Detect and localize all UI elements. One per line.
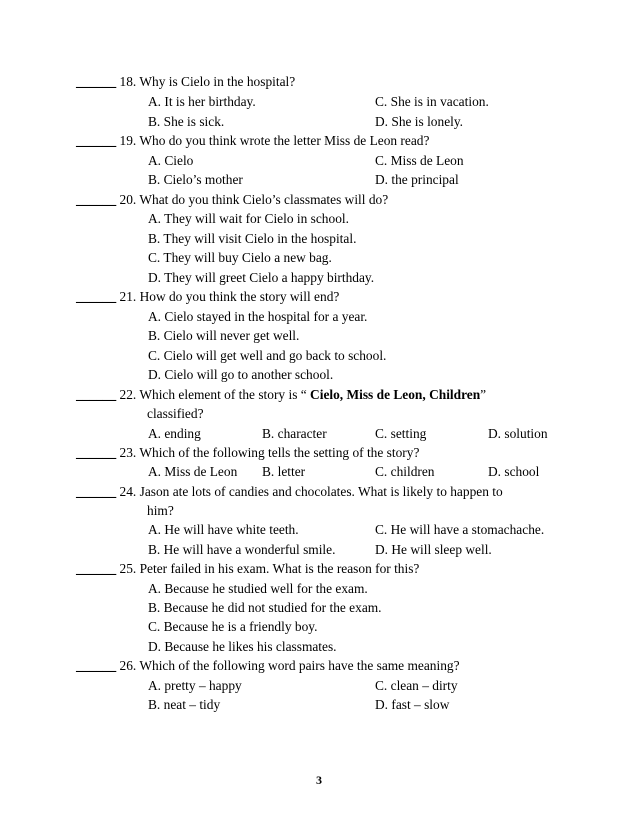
answer-blank[interactable]: ______ <box>76 74 117 89</box>
answer-blank[interactable]: ______ <box>76 484 117 499</box>
answer-blank[interactable]: ______ <box>76 289 117 304</box>
question-24 <box>76 482 503 501</box>
option-d: D. He will sleep well. <box>375 542 492 557</box>
question-text: 23. Which of the following tells the setting of the story? <box>116 445 420 460</box>
option-c: C. They will buy Cielo a new bag. <box>148 250 332 265</box>
question-text: 19. Who do you think wrote the letter Miss de Leon read? <box>116 133 430 148</box>
question-text: 21. How do you think the story will end? <box>116 289 340 304</box>
option-b: B. neat – tidy <box>148 697 221 712</box>
answer-blank[interactable]: ______ <box>76 658 117 673</box>
option-c: C. children <box>375 464 435 479</box>
question-text: 20. What do you think Cielo’s classmates will do? <box>116 192 389 207</box>
option-b: B. Cielo will never get well. <box>148 328 300 343</box>
option-c: C. Miss de Leon <box>375 153 464 168</box>
option-b: B. Cielo’s mother <box>148 172 243 187</box>
option-a: A. It is her birthday. <box>148 94 256 109</box>
option-d: D. Cielo will go to another school. <box>148 367 334 382</box>
option-c: C. clean – dirty <box>375 678 458 693</box>
question-20 <box>76 190 388 209</box>
option-a: A. ending <box>148 426 201 441</box>
option-d: D. Because he likes his classmates. <box>148 639 337 654</box>
question-text-end: ” <box>480 387 487 402</box>
question-continuation: him? <box>147 503 174 518</box>
answer-blank[interactable]: ______ <box>76 192 117 207</box>
option-a: A. He will have white teeth. <box>148 522 299 537</box>
option-b: B. He will have a wonderful smile. <box>148 542 336 557</box>
answer-blank[interactable]: ______ <box>76 561 117 576</box>
option-b: B. character <box>262 426 327 441</box>
question-19 <box>76 131 429 150</box>
option-d: D. They will greet Cielo a happy birthday. <box>148 270 375 285</box>
option-d: D. school <box>488 464 540 479</box>
answer-blank[interactable]: ______ <box>76 133 117 148</box>
question-22 <box>76 385 486 404</box>
question-bold-text: Cielo, Miss de Leon, Children <box>310 387 481 402</box>
option-a: A. Because he studied well for the exam. <box>148 581 368 596</box>
question-26 <box>76 656 460 675</box>
option-d: D. the principal <box>375 172 459 187</box>
question-continuation: classified? <box>147 406 204 421</box>
question-text: 18. Why is Cielo in the hospital? <box>116 74 296 89</box>
option-d: D. She is lonely. <box>375 114 464 129</box>
option-a: A. Cielo stayed in the hospital for a year. <box>148 309 368 324</box>
option-a: A. They will wait for Cielo in school. <box>148 211 349 226</box>
option-c: C. setting <box>375 426 427 441</box>
answer-blank[interactable]: ______ <box>76 445 117 460</box>
option-c: C. He will have a stomachache. <box>375 522 545 537</box>
question-21 <box>76 287 339 306</box>
option-d: D. solution <box>488 426 548 441</box>
option-b: B. letter <box>262 464 306 479</box>
option-c: C. Cielo will get well and go back to school. <box>148 348 387 363</box>
question-25 <box>76 559 419 578</box>
option-c: C. She is in vacation. <box>375 94 489 109</box>
option-b: B. Because he did not studied for the exam. <box>148 600 382 615</box>
option-a: A. pretty – happy <box>148 678 242 693</box>
option-c: C. Because he is a friendly boy. <box>148 619 318 634</box>
option-b: B. They will visit Cielo in the hospital. <box>148 231 357 246</box>
question-23 <box>76 443 419 462</box>
question-text: 22. Which element of the story is “ <box>116 387 311 402</box>
question-text: 25. Peter failed in his exam. What is the reason for this? <box>116 561 420 576</box>
page-number: 3 <box>316 773 322 787</box>
option-a: A. Cielo <box>148 153 194 168</box>
option-b: B. She is sick. <box>148 114 225 129</box>
question-18 <box>76 72 295 91</box>
question-text: 26. Which of the following word pairs have the same meaning? <box>116 658 460 673</box>
option-d: D. fast – slow <box>375 697 450 712</box>
question-text: 24. Jason ate lots of candies and chocolates. What is likely to happen to <box>116 484 503 499</box>
answer-blank[interactable]: ______ <box>76 387 117 402</box>
option-a: A. Miss de Leon <box>148 464 238 479</box>
